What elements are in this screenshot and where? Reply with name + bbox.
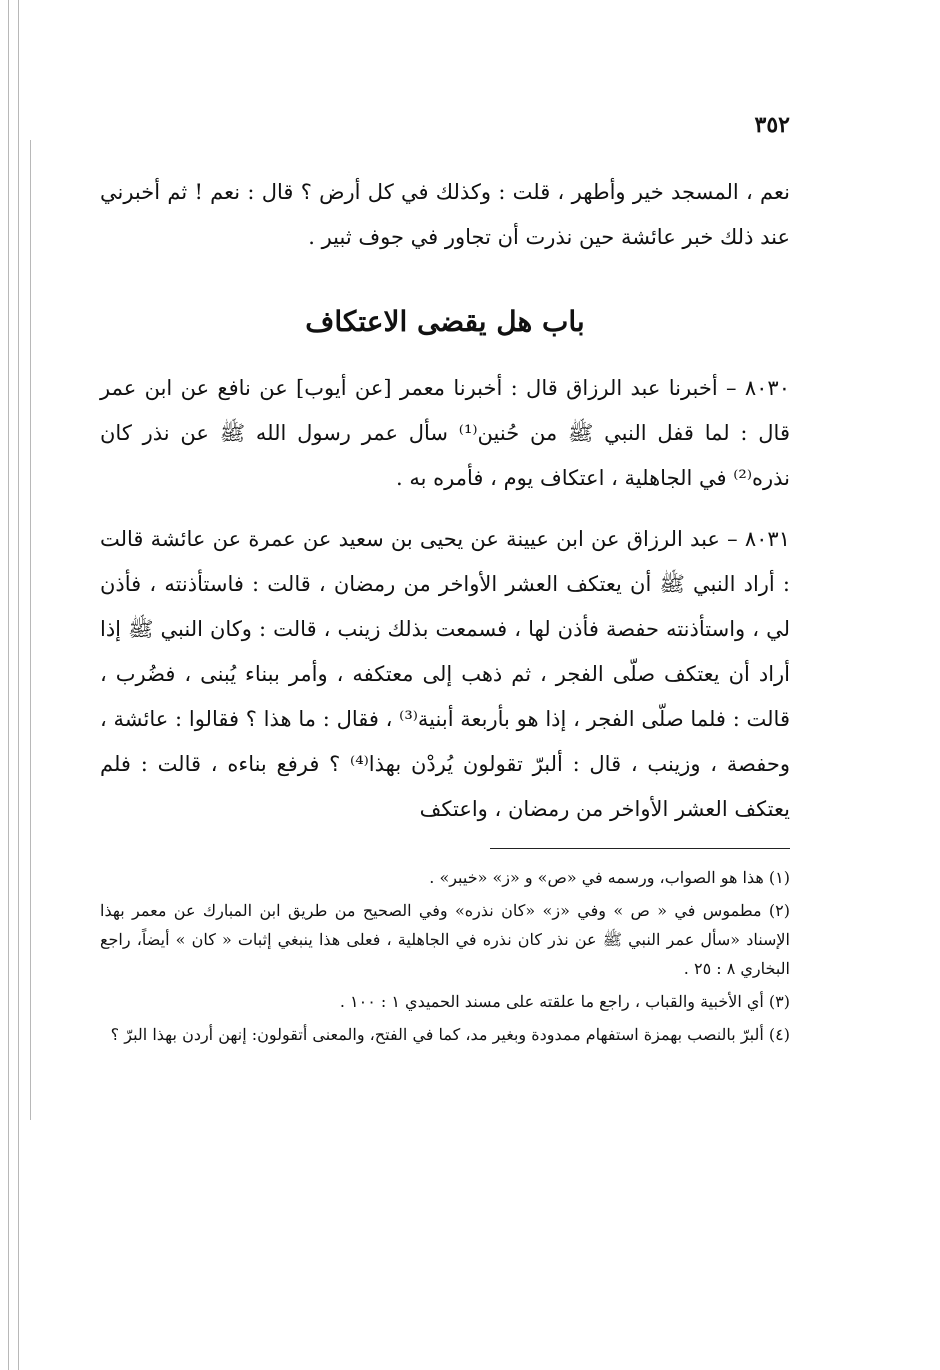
hadith-8031: ٨٠٣١ – عبد الرزاق عن ابن عيينة عن يحيى بن سعيد عن عمرة عن عائشة قالت : أراد النبي ﷺ أن يعتكف العشر الأواخر من رمضان ، قالت : فاستأذنته ، فأذن لي ، واستأذنته حفصة فأذن لها ، فسمعت بذلك زينب ، قالت : وكان النبي ﷺ إذا أراد أن يعتكف صلّى الفجر ، ثم ذهب إلى معتكفه ، وأمر ببناء يُبنى ، فضُرب ، قالت : فلما صلّى الفجر ، إذا هو بأربعة أبنية⁽³⁾ ، فقال : ما هذا ؟ فقالوا : عائشة ، وحفصة ، وزينب ، قال : ألبرّ تقولون يُردْن بهذا⁽⁴⁾ ؟ فرفع بناءه ، قالت : فلم يعتكف العشر الأواخر من رمضان ، واعتكف [100,527,791,821]
binding-line [18,0,19,1370]
binding-margin-lines [0,0,40,1370]
binding-line [30,140,31,1120]
document-page [100,110,790,1053]
footnote-separator [490,848,790,849]
binding-line [8,0,9,1370]
footnotes [100,863,790,1049]
footnote-1: (١) هذا هو الصواب، ورسمه في «ص» و «ز» «خيبر» . [429,868,790,887]
hadith-8030: ٨٠٣٠ – أخبرنا عبد الرزاق قال : أخبرنا معمر [عن أيوب] عن نافع عن ابن عمر قال : لما قفل النبي ﷺ من حُنين⁽¹⁾ سأل عمر رسول الله ﷺ عن نذر كان نذره⁽²⁾ في الجاهلية ، اعتكاف يوم ، فأمره به . [100,376,790,490]
intro-paragraph: نعم ، المسجد خير وأطهر ، قلت : وكذلك في كل أرض ؟ قال : نعم ! ثم أخبرني عند ذلك خبر عائشة حين نذرت أن تجاور في جوف ثبير . [100,180,790,249]
footnote-4: (٤) ألبرّ بالنصب بهمزة استفهام ممدودة وبغير مد، كما في الفتح، والمعنى أتقولون: إنهن أردن بهذا البرّ ؟ [110,1025,790,1044]
footnote-3: (٣) أي الأخبية والقباب ، راجع ما علقته على مسند الحميدي ١ : ١٠٠ . [339,992,790,1011]
footnote-2: (٢) مطموس في « ص » وفي «ز» «كان نذره» وفي الصحيح من طريق ابن المبارك عن معمر بهذا الإسناد «سأل عمر النبي ﷺ عن نذر كان نذره في الجاهلية ، فعلى هذا ينبغي إثبات « كان » أيضاً، راجع البخاري ٨ : ٢٥ . [100,901,791,978]
chapter-title: باب هل يقضى الاعتكاف [305,305,585,338]
page-number: ٣٥٢ [754,112,790,138]
